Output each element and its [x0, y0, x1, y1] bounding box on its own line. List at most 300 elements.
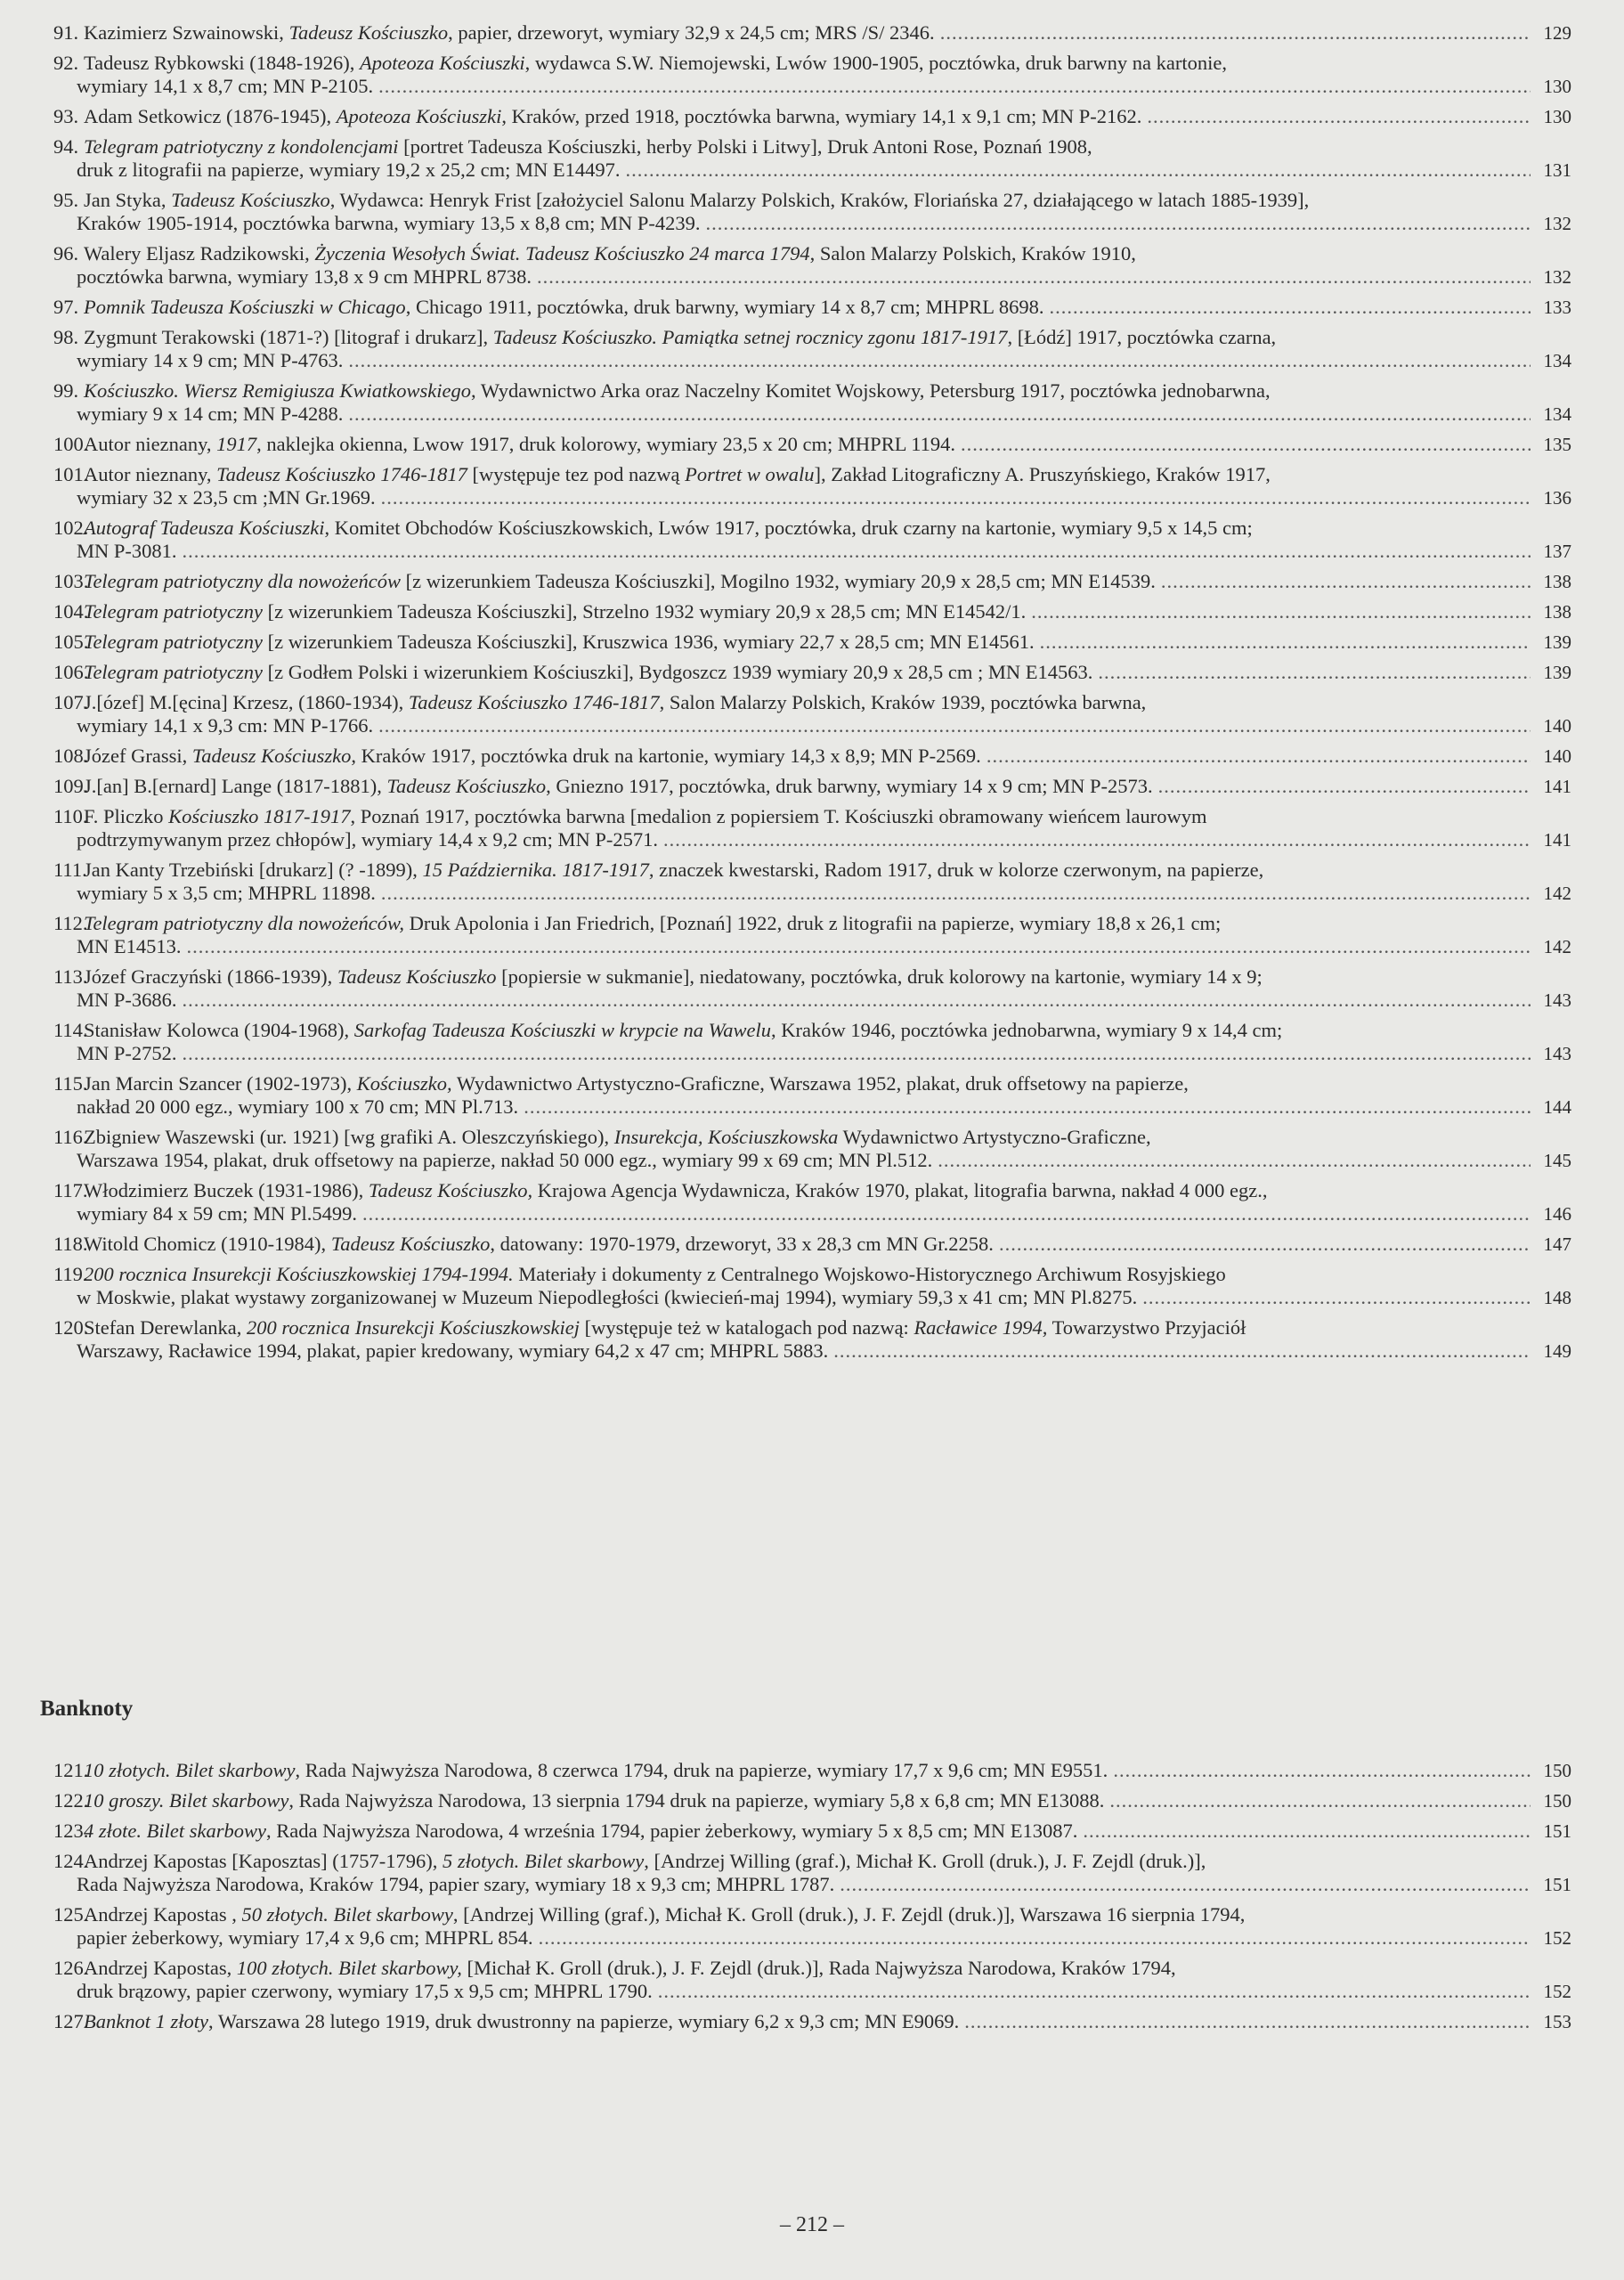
entry-page: 137: [1543, 541, 1571, 562]
entry-text: [84, 21, 935, 45]
entry-text: [77, 1202, 357, 1226]
dot-leader: [940, 21, 1531, 45]
entry-text: [84, 2010, 959, 2033]
catalog-entry: [53, 517, 1571, 563]
dot-leader: [706, 212, 1531, 235]
entry-number: 126.: [53, 1957, 89, 1979]
entry-number: 125.: [53, 1903, 89, 1926]
entry-page: 151: [1543, 1820, 1571, 1842]
entry-text: [84, 135, 1092, 159]
entry-text-part: Zbigniew Waszewski (ur. 1921) [wg grafiki A. Oleszczyńskiego),: [84, 1126, 614, 1148]
dot-leader: [381, 882, 1531, 905]
entry-title: Portret w owalu: [685, 463, 815, 485]
entry-text: [84, 105, 1141, 128]
entry-text-part: , [Łódź] 1917, pocztówka czarna,: [1007, 326, 1277, 348]
entry-text-part: [Michał K. Groll (druk.), J. F. Zejdl (druk.)], Rada Najwyższa Narodowa, Kraków 1794,: [461, 1957, 1176, 1979]
catalog-entry: [53, 570, 1571, 593]
entry-title: Tadeusz Kościuszko. Pamiątka setnej rocznicy zgonu 1817-1917: [492, 326, 1008, 348]
entry-number: 111.: [53, 859, 87, 881]
entry-number: 114.: [53, 1019, 88, 1041]
dot-leader: [840, 1873, 1531, 1896]
entry-page: 134: [1543, 403, 1571, 425]
entry-number: 120.: [53, 1316, 89, 1339]
entry-page: 132: [1543, 266, 1571, 288]
entry-number: 106.: [53, 661, 89, 683]
dot-leader: [378, 714, 1531, 737]
entry-text-part: , Gniezno 1917, pocztówka, druk barwny, wymiary 14 x 9 cm; MN P-2573.: [546, 775, 1153, 797]
entry-text-part: , Rada Najwyższa Narodowa, 8 czerwca 1794, druk na papierze, wymiary 17,7 x 9,6 cm; MN E9551.: [295, 1759, 1108, 1781]
entry-number: 95.: [53, 189, 79, 211]
dot-leader: [1083, 1820, 1531, 1843]
entry-number: 97.: [53, 296, 79, 318]
catalog-list-main: [53, 21, 1571, 1370]
entry-text: [77, 1980, 653, 2003]
entry-page: 129: [1543, 22, 1571, 44]
catalog-entry: [53, 326, 1571, 372]
dot-leader: [938, 1149, 1531, 1172]
catalog-entry: [53, 2010, 1571, 2033]
entry-title: Banknot 1 złoty: [84, 2010, 208, 2032]
entry-title: Apoteoza Kościuszki: [336, 105, 502, 127]
entry-number: 94.: [53, 135, 79, 158]
entry-text-part: , Kraków 1946, pocztówka jednobarwna, wymiary 9 x 14,4 cm;: [771, 1019, 1283, 1041]
entry-number: 104.: [53, 600, 89, 623]
catalog-entry: [53, 1233, 1571, 1256]
catalog-entry: [53, 1820, 1571, 1843]
entry-number: 103.: [53, 570, 89, 592]
entry-text: [77, 935, 182, 958]
entry-title: Tadeusz Kościuszko: [288, 21, 449, 44]
entry-text-part: MN P-3081.: [77, 540, 177, 562]
catalog-entry: [53, 379, 1571, 426]
dot-leader: [964, 2010, 1531, 2033]
entry-page: 130: [1543, 76, 1571, 97]
entry-title: Tadeusz Kościuszko,: [368, 1179, 533, 1201]
entry-page: 150: [1543, 1790, 1571, 1812]
catalog-entry: [53, 859, 1571, 905]
entry-text: [84, 775, 1153, 798]
entry-text-part: Kazimierz Szwainowski,: [84, 21, 289, 44]
entry-text-part: [z wizerunkiem Tadeusza Kościuszki], Mogilno 1932, wymiary 20,9 x 28,5 cm; MN E14539.: [401, 570, 1156, 592]
entry-page: 138: [1543, 571, 1571, 592]
entry-page: 145: [1543, 1150, 1571, 1171]
entry-title: Tadeusz Kościuszko: [386, 775, 547, 797]
entry-title: Telegram patriotyczny z kondolencjami: [84, 135, 399, 158]
entry-text: [84, 433, 955, 456]
entry-text: [84, 1019, 1282, 1042]
dot-leader: [539, 1926, 1531, 1950]
entry-number: 124.: [53, 1850, 89, 1872]
entry-number: 112.: [53, 912, 88, 934]
entry-text: [77, 1873, 834, 1896]
catalog-entry: [53, 1850, 1571, 1896]
entry-text-part: [popiersie w sukmanie], niedatowany, pocztówka, druk kolorowy na kartonie, wymiary 14 x 9;: [496, 965, 1263, 988]
dot-leader: [183, 1042, 1531, 1065]
entry-text-part: , Poznań 1917, pocztówka barwna [medalion z popiersiem T. Kościuszki obramowany wieńcem laurowym: [350, 805, 1207, 827]
entry-page: 151: [1543, 1874, 1571, 1895]
entry-text-part: , wydawca S.W. Niemojewski, Lwów 1900-1905, pocztówka, druk barwny na kartonie,: [524, 52, 1227, 74]
entry-text: [84, 463, 1271, 486]
catalog-entry: [53, 661, 1571, 684]
entry-text-part: MN E14513.: [77, 935, 182, 957]
entry-text-part: papier żeberkowy, wymiary 17,4 x 9,6 cm; MHPRL 854.: [77, 1926, 533, 1949]
entry-text: [84, 661, 1092, 684]
entry-text-part: wymiary 9 x 14 cm; MN P-4288.: [77, 403, 344, 425]
entry-text-part: Jan Styka,: [84, 189, 172, 211]
entry-number: 119.: [53, 1263, 88, 1285]
entry-text: [77, 540, 177, 563]
entry-text-part: Kraków 1905-1914, pocztówka barwna, wymiary 13,5 x 8,8 cm; MN P-4239.: [77, 212, 701, 234]
entry-text: [84, 52, 1227, 75]
entry-page: 152: [1543, 1927, 1571, 1949]
entry-text-part: wymiary 14,1 x 9,3 cm: MN P-1766.: [77, 714, 374, 737]
entry-text-part: druk z litografii na papierze, wymiary 19,2 x 25,2 cm; MN E14497.: [77, 159, 621, 181]
entry-text-part: Wydawnictwo Artystyczno-Graficzne,: [838, 1126, 1151, 1148]
entry-text: [77, 349, 343, 372]
entry-text-part: [z wizerunkiem Tadeusza Kościuszki], Kruszwica 1936, wymiary 22,7 x 28,5 cm; MN E14561.: [263, 631, 1035, 653]
entry-text-part: , [Andrzej Willing (graf.), Michał K. Groll (druk.), J. F. Zejdl (druk.)],: [644, 1850, 1206, 1872]
entry-number: 102.: [53, 517, 89, 539]
dot-leader: [381, 486, 1531, 509]
entry-text-part: F. Pliczko: [84, 805, 169, 827]
entry-text: [77, 265, 532, 289]
entry-text: [84, 600, 1026, 623]
entry-text: [84, 859, 1263, 882]
entry-text: [84, 1316, 1246, 1340]
entry-title: Tadeusz Kościuszko: [330, 1233, 491, 1255]
catalog-entry: [53, 631, 1571, 654]
entry-title: Autograf Tadeusza Kościuszki: [84, 517, 325, 539]
entry-text-part: , Wydawca: Henryk Frist [założyciel Salonu Malarzy Polskich, Kraków, Floriańska 27, działającego w latach 1885-1939],: [329, 189, 1310, 211]
dot-leader: [362, 1202, 1531, 1226]
catalog-entry: [53, 1072, 1571, 1119]
entry-text-part: [z Godłem Polski i wizerunkiem Kościuszki], Bydgoszcz 1939 wymiary 20,9 x 28,5 cm ; MN E14563.: [263, 661, 1093, 683]
dot-leader: [1109, 1789, 1531, 1812]
entry-number: 99.: [53, 379, 79, 402]
entry-number: 92.: [53, 52, 79, 74]
catalog-entry: [53, 600, 1571, 623]
entry-text-part: Krajowa Agencja Wydawnicza, Kraków 1970, plakat, litografia barwna, nakład 4 000 egz.,: [532, 1179, 1268, 1201]
dot-leader: [183, 540, 1531, 563]
entry-text-part: , znaczek kwestarski, Radom 1917, druk w kolorze czerwonym, na papierze,: [648, 859, 1264, 881]
entry-title: Tadeusz Kościuszko 1746-1817: [216, 463, 467, 485]
dot-leader: [1147, 105, 1531, 128]
entry-text-part: Warszawa 1954, plakat, druk offsetowy na papierze, nakład 50 000 egz., wymiary 99 x 69 cm; MN Pl.512.: [77, 1149, 933, 1171]
entry-text-part: Zygmunt Terakowski (1871-?) [litograf i drukarz],: [84, 326, 493, 348]
catalog-list-banknotes: [53, 1759, 1571, 2040]
catalog-entry: [53, 1126, 1571, 1172]
entry-text: [84, 1789, 1104, 1812]
entry-text-part: [z wizerunkiem Tadeusza Kościuszki], Strzelno 1932 wymiary 20,9 x 28,5 cm; MN E14542/1.: [263, 600, 1027, 623]
catalog-entry: [53, 1179, 1571, 1226]
entry-text: [84, 189, 1309, 212]
entry-number: 117.: [53, 1179, 88, 1201]
catalog-entry: [53, 1263, 1571, 1309]
entry-text-part: Stefan Derewlanka,: [84, 1316, 248, 1339]
dot-leader: [961, 433, 1531, 456]
dot-leader: [987, 745, 1531, 768]
entry-title: Tadeusz Kościuszko: [337, 965, 497, 988]
entry-text-part: Adam Setkowicz (1876-1945),: [84, 105, 337, 127]
entry-text-part: Towarzystwo Przyjaciół: [1047, 1316, 1246, 1339]
dot-leader: [537, 265, 1531, 289]
entry-text-part: Józef Graczyński (1866-1939),: [84, 965, 337, 988]
dot-leader: [1040, 631, 1531, 654]
entry-text: [84, 517, 1253, 540]
dot-leader: [1158, 775, 1531, 798]
catalog-entry: [53, 1316, 1571, 1363]
entry-number: 110.: [53, 805, 88, 827]
entry-title: 200 rocznica Insurekcji Kościuszkowskiej: [247, 1316, 580, 1339]
entry-text: [84, 965, 1263, 989]
entry-text-part: , Warszawa 28 lutego 1919, druk dwustronny na papierze, wymiary 6,2 x 9,3 cm; MN E9069.: [207, 2010, 960, 2032]
dot-leader: [1113, 1759, 1531, 1782]
entry-text-part: MN P-3686.: [77, 989, 177, 1011]
entry-text-part: , Salon Malarzy Polskich, Kraków 1939, pocztówka barwna,: [659, 691, 1147, 713]
entry-text-part: [występuje tez pod nazwą: [467, 463, 686, 485]
entry-text-part: ], Zakład Litograficzny A. Pruszyńskiego, Kraków 1917,: [814, 463, 1271, 485]
entry-text: [84, 631, 1035, 654]
entry-page: 140: [1543, 715, 1571, 737]
entry-text-part: [portret Tadeusza Kościuszki, herby Polski i Litwy], Druk Antoni Rose, Poznań 1908,: [398, 135, 1092, 158]
entry-page: 150: [1543, 1760, 1571, 1781]
dot-leader: [663, 828, 1531, 851]
entry-page: 144: [1543, 1096, 1571, 1118]
entry-text-part: Materiały i dokumenty z Centralnego Wojskowo-Historycznego Archiwum Rosyjskiego: [513, 1263, 1226, 1285]
entry-text: [77, 1042, 177, 1065]
entry-page: 134: [1543, 350, 1571, 371]
catalog-entry: [53, 1789, 1571, 1812]
entry-text-part: Witold Chomicz (1910-1984),: [84, 1233, 331, 1255]
entry-text: [77, 882, 376, 905]
entry-page: 133: [1543, 297, 1571, 318]
entry-text: [84, 1263, 1226, 1286]
entry-page: 140: [1543, 745, 1571, 767]
entry-page: 139: [1543, 631, 1571, 653]
entry-title: Tadeusz Kościuszko 1746-1817: [408, 691, 660, 713]
entry-number: 108.: [53, 745, 89, 767]
entry-text: [84, 805, 1206, 828]
catalog-entry: [53, 135, 1571, 182]
entry-title: Tadeusz Kościuszko: [191, 745, 352, 767]
entry-text-part: Andrzej Kapostas [Kaposztas] (1757-1796),: [84, 1850, 443, 1872]
entry-text: [84, 1072, 1189, 1095]
entry-page: 146: [1543, 1203, 1571, 1225]
entry-text: [84, 1179, 1268, 1202]
entry-text-part: , Chicago 1911, pocztówka, druk barwny, wymiary 14 x 8,7 cm; MHPRL 8698.: [405, 296, 1044, 318]
entry-text: [84, 1850, 1206, 1873]
entry-text-part: , Rada Najwyższa Narodowa, 13 sierpnia 1794 druk na papierze, wymiary 5,8 x 6,8 cm; MN E13088.: [288, 1789, 1105, 1812]
entry-number: 107.: [53, 691, 89, 713]
entry-title: 100 złotych. Bilet skarbowy,: [236, 1957, 462, 1979]
entry-text-part: wymiary 14 x 9 cm; MN P-4763.: [77, 349, 344, 371]
entry-number: 123.: [53, 1820, 89, 1842]
entry-number: 96.: [53, 242, 79, 265]
dot-leader: [378, 75, 1531, 98]
entry-text-part: nakład 20 000 egz., wymiary 100 x 70 cm; MN Pl.713.: [77, 1095, 519, 1118]
entry-title: 15 Października. 1817-1917: [422, 859, 649, 881]
entry-title: Kościuszko 1817-1917: [168, 805, 351, 827]
entry-page: 142: [1543, 936, 1571, 957]
page-number: – 212 –: [780, 2213, 844, 2236]
dot-leader: [183, 989, 1531, 1012]
dot-leader: [1031, 600, 1531, 623]
dot-leader: [524, 1095, 1531, 1119]
dot-leader: [348, 349, 1531, 372]
entry-title: Telegram patriotyczny: [84, 631, 264, 653]
entry-number: 127.: [53, 2010, 89, 2032]
entry-title: Pomnik Tadeusza Kościuszki w Chicago: [84, 296, 406, 318]
entry-number: 100.: [53, 433, 89, 455]
entry-text: [77, 486, 376, 509]
entry-text-part: MN P-2752.: [77, 1042, 177, 1064]
entry-text: [77, 989, 177, 1012]
dot-leader: [625, 159, 1531, 182]
entry-text: [77, 75, 373, 98]
catalog-entry: [53, 691, 1571, 737]
entry-text-part: Andrzej Kapostas,: [84, 1957, 237, 1979]
dot-leader: [1049, 296, 1531, 319]
entry-text-part: J.[ózef] M.[ęcina] Krzesz, (1860-1934),: [84, 691, 409, 713]
entry-title: 10 groszy. Bilet skarbowy: [84, 1789, 289, 1812]
entry-text-part: Druk Apolonia i Jan Friedrich, [Poznań] 1922, druk z litografii na papierze, wymiary 18,8 x 26,1 cm;: [403, 912, 1222, 934]
entry-text-part: Walery Eljasz Radzikowski,: [84, 242, 315, 265]
entry-page: 147: [1543, 1234, 1571, 1255]
entry-page: 139: [1543, 662, 1571, 683]
entry-text: [77, 403, 343, 426]
entry-number: 115.: [53, 1072, 88, 1095]
entry-text: [84, 745, 981, 768]
entry-page: 130: [1543, 106, 1571, 127]
entry-text: [77, 1340, 828, 1363]
dot-leader: [1098, 661, 1531, 684]
entry-page: 153: [1543, 2011, 1571, 2032]
entry-text-part: podtrzymywanym przez chłopów], wymiary 14,4 x 9,2 cm; MN P-2571.: [77, 828, 659, 851]
catalog-entry: [53, 1019, 1571, 1065]
entry-text-part: , Komitet Obchodów Kościuszkowskich, Lwów 1917, pocztówka, druk czarny na kartonie, wymiary 9,5 x 14,5 cm;: [324, 517, 1253, 539]
entry-page: 138: [1543, 601, 1571, 623]
entry-title: 1917: [216, 433, 257, 455]
catalog-entry: [53, 463, 1571, 509]
entry-page: 141: [1543, 829, 1571, 851]
entry-text-part: J.[an] B.[ernard] Lange (1817-1881),: [84, 775, 387, 797]
entry-text: [84, 379, 1271, 403]
entry-text: [77, 714, 373, 737]
entry-text-part: Autor nieznany,: [84, 433, 217, 455]
entry-title: Życzenia Wesołych Świat. Tadeusz Kościuszko 24 marca 1794: [314, 242, 810, 265]
entry-text-part: , naklejka okienna, Lwow 1917, druk kolorowy, wymiary 23,5 x 20 cm; MHPRL 1194.: [256, 433, 956, 455]
entry-number: 118.: [53, 1233, 88, 1255]
entry-page: 136: [1543, 487, 1571, 509]
catalog-entry: [53, 52, 1571, 98]
catalog-entry: [53, 433, 1571, 456]
entry-page: 143: [1543, 989, 1571, 1011]
entry-number: 113.: [53, 965, 88, 988]
entry-text-part: Autor nieznany,: [84, 463, 217, 485]
entry-text-part: pocztówka barwna, wymiary 13,8 x 9 cm MHPRL 8738.: [77, 265, 532, 288]
catalog-entry: [53, 805, 1571, 851]
entry-text: [77, 212, 701, 235]
entry-page: 141: [1543, 776, 1571, 797]
entry-page: 152: [1543, 1981, 1571, 2002]
entry-text-part: , papier, drzeworyt, wymiary 32,9 x 24,5 cm; MRS /S/ 2346.: [448, 21, 935, 44]
entry-text-part: [występuje też w katalogach pod nazwą:: [579, 1316, 914, 1339]
entry-text: [77, 828, 658, 851]
entry-text: [84, 1759, 1108, 1782]
entry-text-part: , Rada Najwyższa Narodowa, 4 września 1794, papier żeberkowy, wymiary 5 x 8,5 cm; MN E13087.: [265, 1820, 1078, 1842]
entry-text-part: wymiary 5 x 3,5 cm; MHPRL 11898.: [77, 882, 376, 904]
entry-text-part: Jan Kanty Trzebiński [drukarz] (? -1899),: [84, 859, 423, 881]
catalog-entry: [53, 1903, 1571, 1950]
catalog-entry: [53, 242, 1571, 289]
catalog-entry: [53, 965, 1571, 1012]
entry-text-part: Włodzimierz Buczek (1931-1986),: [84, 1179, 369, 1201]
entry-number: 91.: [53, 21, 79, 44]
entry-text-part: Józef Grassi,: [84, 745, 192, 767]
entry-text: [84, 570, 1156, 593]
dot-leader: [348, 403, 1531, 426]
entry-text: [77, 1926, 533, 1950]
section-heading: Banknoty: [40, 1697, 134, 1721]
entry-title: Kościuszko,: [356, 1072, 452, 1095]
dot-leader: [1142, 1286, 1531, 1309]
entry-text-part: , Kraków 1917, pocztówka druk na kartonie, wymiary 14,3 x 8,9; MN P-2569.: [351, 745, 981, 767]
dot-leader: [187, 935, 1531, 958]
entry-number: 122.: [53, 1789, 89, 1812]
entry-text: [77, 1095, 518, 1119]
entry-title: Telegram patriotyczny: [84, 600, 264, 623]
entry-text-part: druk brązowy, papier czerwony, wymiary 17,5 x 9,5 cm; MHPRL 1790.: [77, 1980, 653, 2002]
entry-title: Racławice 1994,: [914, 1316, 1048, 1339]
dot-leader: [999, 1233, 1531, 1256]
entry-page: 149: [1543, 1340, 1571, 1362]
dot-leader: [833, 1340, 1531, 1363]
entry-text: [84, 296, 1043, 319]
entry-title: 5 złotych. Bilet skarbowy: [443, 1850, 645, 1872]
dot-leader: [1161, 570, 1531, 593]
catalog-entry: [53, 745, 1571, 768]
entry-text-part: Wydawnictwo Artystyczno-Graficzne, Warszawa 1952, plakat, druk offsetowy na papierze,: [451, 1072, 1189, 1095]
entry-title: Telegram patriotyczny: [84, 661, 264, 683]
catalog-entry: [53, 1759, 1571, 1782]
entry-text: [84, 1126, 1151, 1149]
entry-text-part: Jan Marcin Szancer (1902-1973),: [84, 1072, 357, 1095]
entry-text-part: Warszawy, Racławice 1994, plakat, papier kredowany, wymiary 64,2 x 47 cm; MHPRL 5883.: [77, 1340, 829, 1362]
dot-leader: [658, 1980, 1531, 2003]
entry-text: [84, 1903, 1245, 1926]
entry-text: [77, 1286, 1137, 1309]
entry-text-part: , Wydawnictwo Arka oraz Naczelny Komitet Wojskowy, Petersburg 1917, pocztówka jednobarwna,: [471, 379, 1271, 402]
entry-title: Telegram patriotyczny dla nowożeńców: [84, 570, 402, 592]
entry-text-part: , Salon Malarzy Polskich, Kraków 1910,: [809, 242, 1136, 265]
entry-number: 93.: [53, 105, 79, 127]
entry-page: 131: [1543, 159, 1571, 181]
entry-text-part: Tadeusz Rybkowski (1848-1926),: [84, 52, 360, 74]
entry-text: [77, 1149, 932, 1172]
entry-title: Kościuszko. Wiersz Remigiusza Kwiatkowskiego: [84, 379, 471, 402]
entry-page: 143: [1543, 1043, 1571, 1064]
catalog-entry: [53, 912, 1571, 958]
entry-text-part: , datowany: 1970-1979, drzeworyt, 33 x 28,3 cm MN Gr.2258.: [490, 1233, 994, 1255]
entry-text-part: Rada Najwyższa Narodowa, Kraków 1794, papier szary, wymiary 18 x 9,3 cm; MHPRL 1787.: [77, 1873, 835, 1895]
entry-text-part: wymiary 84 x 59 cm; MN Pl.5499.: [77, 1202, 357, 1225]
entry-number: 105.: [53, 631, 89, 653]
entry-text: [84, 1820, 1077, 1843]
entry-title: Sarkofag Tadeusza Kościuszki w krypcie na Wawelu: [353, 1019, 772, 1041]
entry-text-part: wymiary 32 x 23,5 cm ;MN Gr.1969.: [77, 486, 376, 509]
entry-text-part: wymiary 14,1 x 8,7 cm; MN P-2105.: [77, 75, 374, 97]
entry-text: [84, 1957, 1176, 1980]
